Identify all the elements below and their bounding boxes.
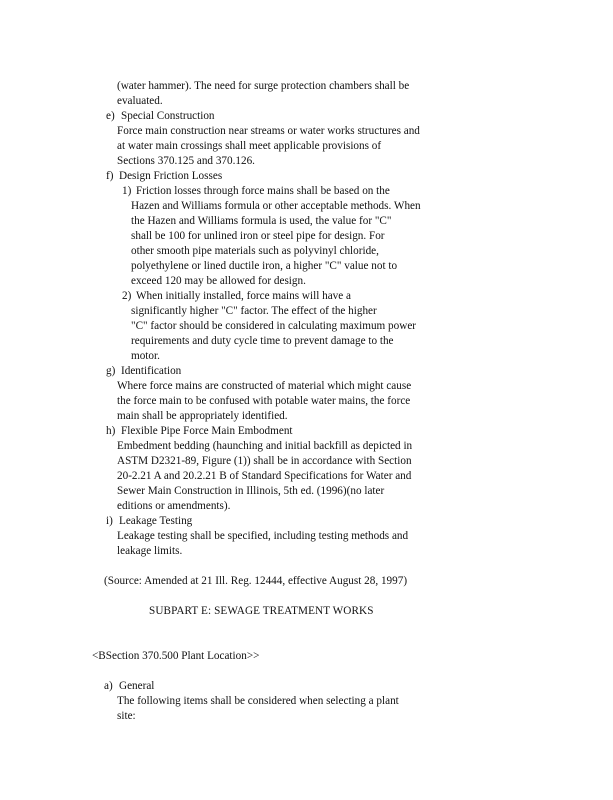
text-line: Leakage testing shall be specified, including testing methods and <box>117 530 409 542</box>
text-line: Force main construction near streams or water works structures and <box>117 125 420 137</box>
item-heading-e: Special Construction <box>121 110 215 122</box>
text-line: significantly higher "C" factor. The effect of the higher <box>131 305 377 317</box>
item-label-h: h) <box>106 425 116 437</box>
source-note: (Source: Amended at 21 Ill. Reg. 12444, effective August 28, 1997) <box>104 575 408 587</box>
item-label-a: a) <box>104 680 113 692</box>
text-line: Sewer Main Construction in Illinois, 5th ed. (1996)(no later <box>117 485 385 497</box>
text-line: (water hammer). The need for surge protection chambers shall be <box>117 80 410 92</box>
subitem-label-f1: 1) <box>122 185 132 197</box>
text-line: Friction losses through force mains shall be based on the <box>136 185 390 197</box>
item-heading-a: General <box>119 680 155 692</box>
text-line: editions or amendments). <box>117 500 231 512</box>
text-line: Sections 370.125 and 370.126. <box>117 155 255 167</box>
item-heading-f: Design Friction Losses <box>119 170 223 182</box>
text-line: "C" factor should be considered in calculating maximum power <box>131 320 417 332</box>
text-line: Where force mains are constructed of material which might cause <box>117 380 412 392</box>
text-line: leakage limits. <box>117 545 183 557</box>
text-line: polyethylene or lined ductile iron, a higher "C" value not to <box>131 260 398 272</box>
text-line: the force main to be confused with potable water mains, the force <box>117 395 411 407</box>
text-line: When initially installed, force mains will have a <box>136 290 351 302</box>
subpart-heading: SUBPART E: SEWAGE TREATMENT WORKS <box>149 605 374 617</box>
text-line: shall be 100 for unlined iron or steel pipe for design. For <box>131 230 385 242</box>
item-heading-i: Leakage Testing <box>119 515 193 527</box>
text-line: The following items shall be considered when selecting a plant <box>117 695 399 707</box>
section-heading: <BSection 370.500 Plant Location>> <box>92 650 260 662</box>
text-line: exceed 120 may be allowed for design. <box>131 275 306 287</box>
item-label-e: e) <box>106 110 115 122</box>
text-line: ASTM D2321-89, Figure (1)) shall be in accordance with Section <box>117 455 412 467</box>
text-line: Embedment bedding (haunching and initial backfill as depicted in <box>117 440 413 452</box>
item-heading-g: Identification <box>121 365 182 377</box>
item-label-g: g) <box>106 365 116 377</box>
item-label-f: f) <box>106 170 114 182</box>
text-line: other smooth pipe materials such as polyvinyl chloride, <box>131 245 379 257</box>
text-line: Hazen and Williams formula or other acceptable methods. When <box>131 200 421 212</box>
text-line: evaluated. <box>117 95 163 107</box>
text-line: motor. <box>131 350 160 362</box>
text-line: at water main crossings shall meet applicable provisions of <box>117 140 382 152</box>
text-line: 20-2.21 A and 20.2.21 B of Standard Specifications for Water and <box>117 470 412 482</box>
text-line: requirements and duty cycle time to prevent damage to the <box>131 335 394 347</box>
item-label-i: i) <box>106 515 113 527</box>
text-line: the Hazen and Williams formula is used, the value for "C" <box>131 215 392 227</box>
item-heading-h: Flexible Pipe Force Main Embodment <box>121 425 293 437</box>
text-line: main shall be appropriately identified. <box>117 410 288 422</box>
text-line: site: <box>117 710 136 722</box>
subitem-label-f2: 2) <box>122 290 132 302</box>
